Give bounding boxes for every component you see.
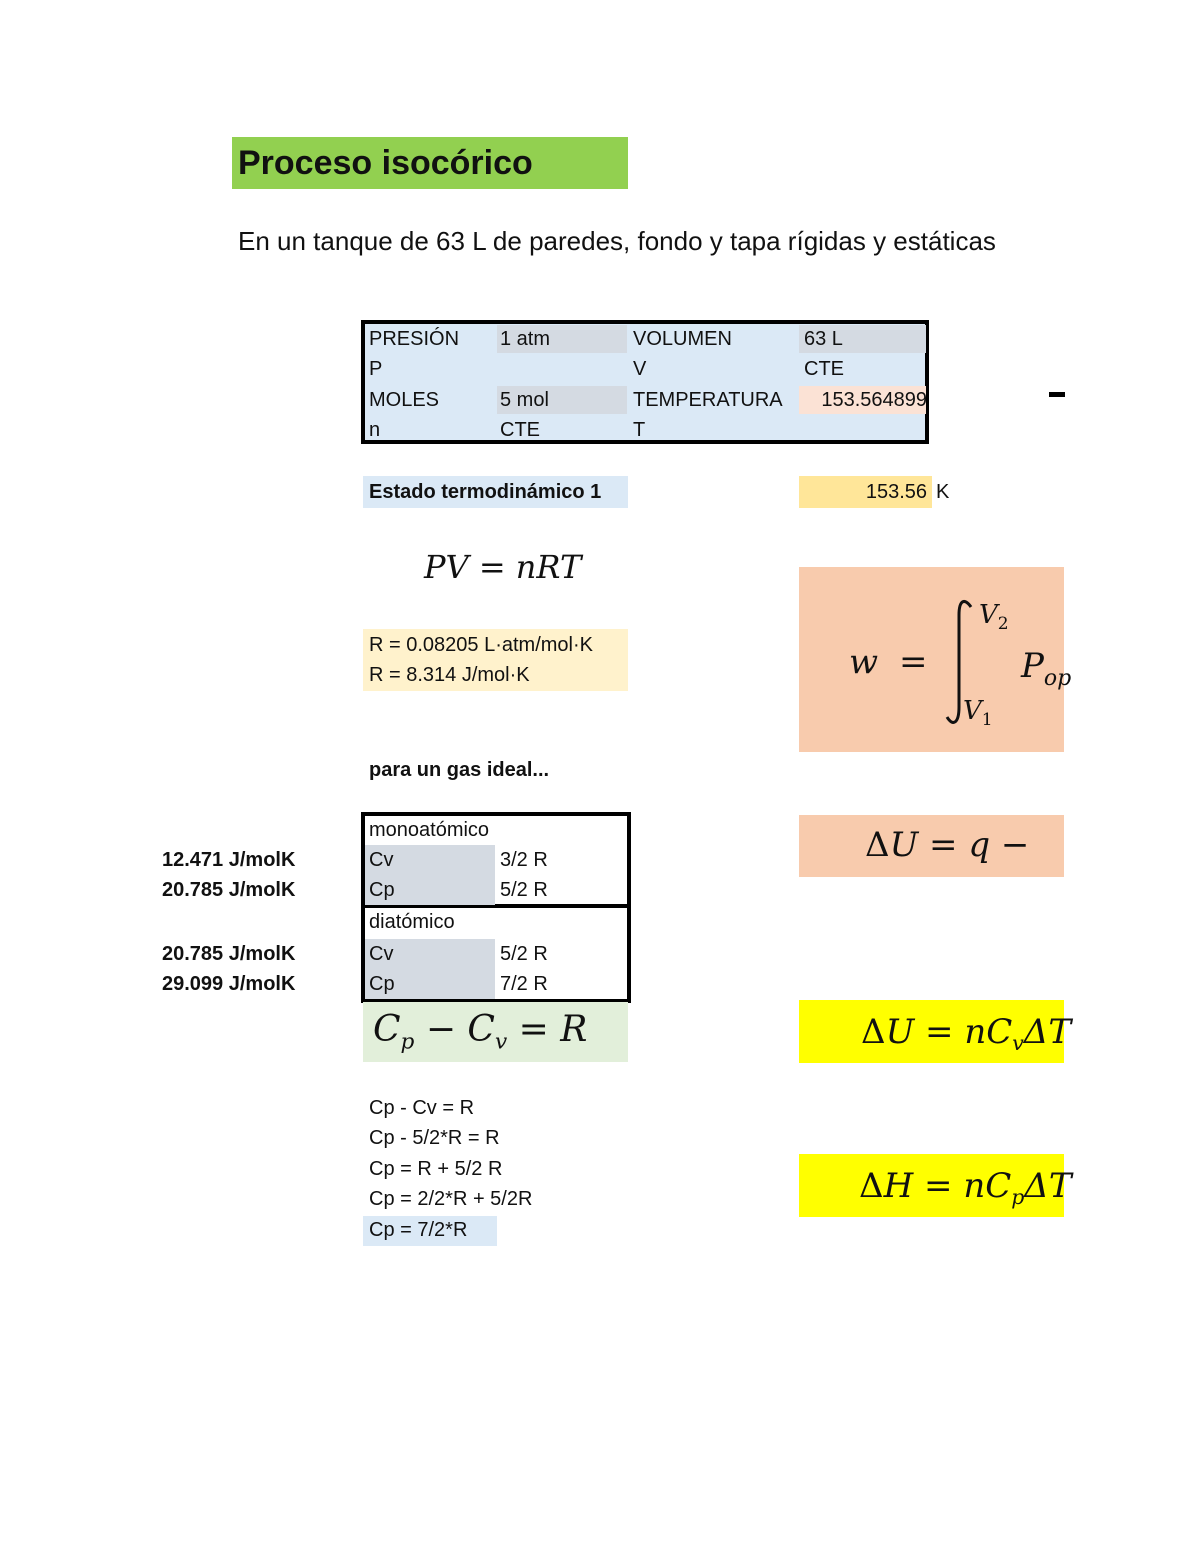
cell-pressure-value: 1 atm <box>500 328 551 350</box>
upper-limit: $V_2$ <box>979 600 1009 634</box>
pressure-op: $P_{op}$ <box>1021 646 1072 691</box>
lower-limit: $V_1$ <box>963 696 993 730</box>
derivation-result: Cp = 7/2*R <box>369 1219 468 1241</box>
problem-statement: En un tanque de 63 L de paredes, fondo y tapa rígidas y estáticas <box>238 226 996 256</box>
cell-v-symbol: V <box>633 358 647 380</box>
work-equation-box <box>799 567 1072 752</box>
enthalpy-box <box>799 1154 1072 1217</box>
cell-moles-label: MOLES <box>369 389 440 411</box>
work-equals: = <box>899 642 928 682</box>
di-cv-label: Cv <box>369 943 394 965</box>
di-cp-label: Cp <box>369 973 395 995</box>
cell-volume-value: 63 L <box>804 328 843 350</box>
derivation-step-2: Cp - 5/2*R = R <box>369 1127 500 1149</box>
side-value-mono-cp: 20.785 J/molK <box>162 879 296 901</box>
estado-value: 153.56 <box>865 481 927 503</box>
cell-p-symbol: P <box>369 358 383 380</box>
r-constant-atm: R = 0.08205 L·atm/mol·K <box>369 634 593 656</box>
ideal-gas-note: para un gas ideal... <box>369 759 550 781</box>
di-cv-value: 5/2 R <box>500 943 548 965</box>
cell-moles-value: 5 mol <box>500 389 549 411</box>
cell-pressure-label: PRESIÓN <box>369 328 460 350</box>
internal-energy-equation: $\Delta U = nC_v\Delta T$ <box>861 1012 1071 1056</box>
di-cp-value: 7/2 R <box>500 973 548 995</box>
mono-cp-value: 5/2 R <box>500 879 548 901</box>
cell-t-symbol: T <box>633 419 646 441</box>
mayer-relation-equation: $C_p - C_v = R$ <box>373 1009 588 1055</box>
first-law-box <box>799 815 1064 877</box>
estado-unit: K <box>936 481 950 503</box>
enthalpy-equation: $\Delta H = nC_p\Delta T$ <box>859 1166 1072 1210</box>
ideal-gas-equation: PV = nRT <box>424 548 582 586</box>
r-constant-joule: R = 8.314 J/mol·K <box>369 664 530 686</box>
cell-temperature-value: 153.564899 <box>821 389 927 411</box>
mono-cv-label: Cv <box>369 849 394 871</box>
mono-cp-label: Cp <box>369 879 395 901</box>
dash-mark <box>1049 392 1065 397</box>
side-value-mono-cv: 12.471 J/molK <box>162 849 296 871</box>
cell-n-symbol: n <box>369 419 381 441</box>
cell-v-constant: CTE <box>804 358 844 380</box>
cell-volume-label: VOLUMEN <box>633 328 732 350</box>
first-law-equation: ΔU = q − <box>865 825 1030 865</box>
page-title: Proceso isocórico <box>238 144 533 182</box>
monoatomic-label: monoatómico <box>369 819 490 841</box>
cell-temperature-label: TEMPERATURA <box>633 389 783 411</box>
side-value-di-cp: 29.099 J/molK <box>162 973 296 995</box>
derivation-step-1: Cp - Cv = R <box>369 1097 475 1119</box>
work-equation <box>799 567 1072 752</box>
cell-n-constant: CTE <box>500 419 540 441</box>
derivation-step-4: Cp = 2/2*R + 5/2R <box>369 1188 533 1210</box>
mono-cv-value: 3/2 R <box>500 849 548 871</box>
derivation-step-3: Cp = R + 5/2 R <box>369 1158 503 1180</box>
side-value-di-cv: 20.785 J/molK <box>162 943 296 965</box>
internal-energy-box <box>799 1000 1071 1063</box>
estado-label: Estado termodinámico 1 <box>363 476 628 508</box>
diatomic-label: diatómico <box>369 911 455 933</box>
work-symbol: w <box>849 642 879 682</box>
mayer-relation-box <box>363 1002 628 1062</box>
